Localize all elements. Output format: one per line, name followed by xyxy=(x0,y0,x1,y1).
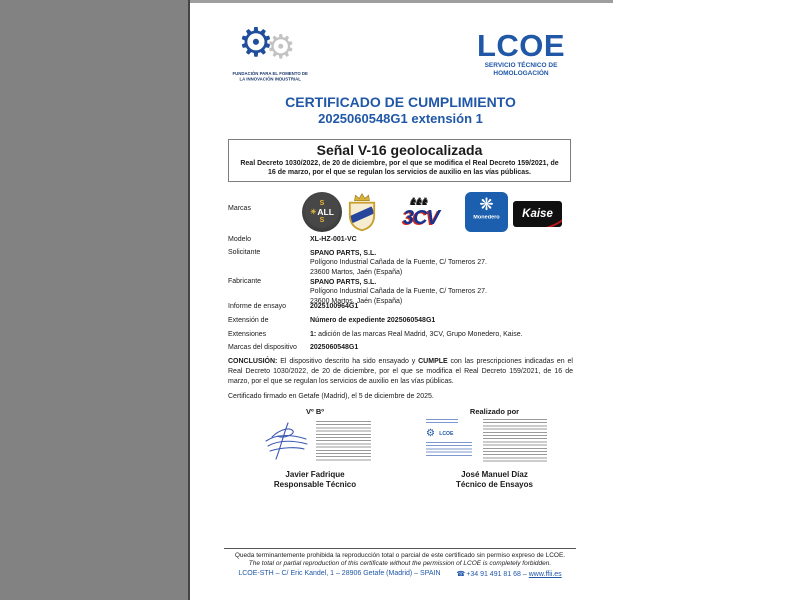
monedero-wordmark: Monedero xyxy=(473,215,500,221)
phone-icon: ☎ xyxy=(456,571,466,578)
value-modelo: XL-HZ-001-VC xyxy=(310,236,357,243)
page-edge-line xyxy=(188,0,190,600)
solicitante-name: SPANO PARTS, S.L. xyxy=(310,250,377,257)
sos-all-text: ALL xyxy=(317,206,334,217)
fabricante-name: SPANO PARTS, S.L. xyxy=(310,279,377,286)
footer-contact xyxy=(190,570,610,578)
snowflake-icon: ❋ xyxy=(479,195,494,214)
crest-icon xyxy=(347,192,377,232)
document-title xyxy=(228,94,573,126)
label-informe: Informe de ensayo xyxy=(228,303,286,310)
value-fabricante xyxy=(310,278,487,306)
product-title: Señal V-16 geolocalizada xyxy=(316,142,483,158)
signature-block-left xyxy=(240,407,390,489)
real-madrid-crest xyxy=(347,192,377,232)
lcoe-logo xyxy=(462,30,580,79)
footer-phone-block xyxy=(457,570,562,578)
signer-role-right: Técnico de Ensayos xyxy=(456,479,533,489)
3cv-logo xyxy=(382,192,460,228)
label-marcas: Marcas xyxy=(228,205,251,212)
sos-all-logo xyxy=(302,192,342,232)
ffii-gears xyxy=(222,21,318,72)
vobo-heading: Vº Bº xyxy=(306,407,324,416)
label-extension-de: Extensión de xyxy=(228,317,269,324)
label-extensiones: Extensiones xyxy=(228,331,267,338)
sos-top-s: S xyxy=(319,199,325,207)
product-regulation: Real Decreto 1030/2022, de 20 de diciembre, por el que se modifica el Real Decreto 159/2021, de 16 de marzo, por el que se regulan los servicios de auxilio en las vías públicas. xyxy=(240,160,559,177)
conclusion-label: CONCLUSIÓN: xyxy=(228,358,278,365)
value-marcas-dispositivo: 2025060548G1 xyxy=(310,344,359,351)
signature-block-right xyxy=(412,407,577,489)
horses-icon: ♞♞♞ xyxy=(412,196,430,208)
viewer-left-margin xyxy=(0,0,188,600)
lcoe-wordmark: LCOE xyxy=(476,28,566,63)
footer-address: LCOE-STH – C/ Eric Kandel, 1 – 28906 Getafe (Madrid) – SPAIN xyxy=(238,570,441,577)
footer-legal xyxy=(190,552,610,568)
realizado-por-heading: Realizado por xyxy=(469,407,520,416)
digital-stamp xyxy=(426,419,478,467)
brand-logos-row xyxy=(302,192,562,236)
lcoe-subtitle-line1: SERVICIO TÉCNICO DE xyxy=(484,62,558,69)
digital-signature-text xyxy=(483,419,547,463)
conclusion-cumple: CUMPLE xyxy=(418,358,448,365)
value-solicitante xyxy=(310,249,487,277)
kaise-wordmark: Kaise xyxy=(522,208,553,220)
footer-divider xyxy=(224,548,576,549)
sos-bottom-s: S xyxy=(319,217,325,225)
signed-statement: Certificado firmado en Getafe (Madrid), el 5 de diciembre de 2025. xyxy=(228,393,434,400)
solicitante-addr1: Polígono Industrial Cañada de la Fuente, C/ Torneros 27. xyxy=(310,259,487,267)
ffii-name-line2: LA INNOVACIÓN INDUSTRIAL xyxy=(239,77,301,82)
footer-phone: +34 91 491 81 68 – xyxy=(466,571,527,578)
value-informe: 2025100964G1 xyxy=(310,303,359,310)
legal-english: The total or partial reproduction of this certificate without the permission of LCOE is completely forbidden. xyxy=(248,560,552,567)
certificate-title: CERTIFICADO DE CUMPLIMIENTO xyxy=(285,94,516,110)
certificate-number: 2025060548G1 extensión 1 xyxy=(318,111,483,126)
fabricante-addr2: 23600 Martos, Jaén (España) xyxy=(310,297,403,305)
stamp-detail-lines xyxy=(426,442,472,456)
monedero-logo xyxy=(465,192,508,232)
3cv-wordmark: 3CV xyxy=(403,207,439,229)
conclusion-text2: con las prescripciones indicadas en el Real Decreto 1030/2022, de 20 de diciembre, por el que se modifica el Real Decreto 159/2021, de 16 de marzo, por el que se regulan los servicios de auxilio en las vías públicas. xyxy=(228,358,573,385)
signer-name-right: José Manuel Díaz xyxy=(461,470,528,479)
value-extensiones xyxy=(310,331,523,338)
fabricante-addr1: Polígono Industrial Cañada de la Fuente, C/ Torneros 27. xyxy=(310,288,487,296)
extensiones-num: 1: xyxy=(310,331,317,338)
label-fabricante: Fabricante xyxy=(228,278,262,285)
page-top-border xyxy=(190,0,613,3)
kaise-logo xyxy=(513,201,562,227)
conclusion-paragraph xyxy=(228,357,573,387)
handwritten-signature xyxy=(260,419,312,461)
label-solicitante: Solicitante xyxy=(228,249,261,256)
label-modelo: Modelo xyxy=(228,236,251,243)
signer-role-left: Responsable Técnico xyxy=(273,479,357,489)
signer-name-left: Javier Fadrique xyxy=(285,470,345,479)
gear-icon: ⚙ xyxy=(238,21,274,65)
label-marcas-dispositivo: Marcas del dispositivo xyxy=(228,344,297,351)
ffii-logo xyxy=(222,21,318,88)
stamp-lcoe-logo: LCOE xyxy=(439,430,454,437)
ffii-name xyxy=(222,72,319,83)
gear-outline-icon: ⚙ xyxy=(266,28,296,65)
footer-website-link[interactable]: www.ffii.es xyxy=(528,571,562,578)
lcoe-subtitle xyxy=(462,62,580,79)
sun-icon: ☀ xyxy=(310,208,317,216)
product-box xyxy=(228,139,571,182)
gear-icon: ⚙ xyxy=(426,427,435,439)
digital-signature-text xyxy=(316,421,371,461)
lcoe-subtitle-line2: HOMOLOGACIÓN xyxy=(493,70,549,78)
ffii-name-line1: FUNDACIÓN PARA EL FOMENTO DE xyxy=(232,72,308,77)
conclusion-text1: El dispositivo descrito ha sido ensayado y xyxy=(277,358,419,365)
solicitante-addr2: 23600 Martos, Jaén (España) xyxy=(310,268,403,276)
extensiones-text: adición de las marcas Real Madrid, 3CV, Grupo Monedero, Kaise. xyxy=(316,331,523,338)
value-extension-de: Número de expediente 2025060548G1 xyxy=(310,317,436,324)
legal-spanish: Queda terminantemente prohibida la reproducción total o parcial de este certificado sin permiso expreso de LCOE. xyxy=(234,552,566,559)
stamp-signer-lines xyxy=(426,419,458,425)
